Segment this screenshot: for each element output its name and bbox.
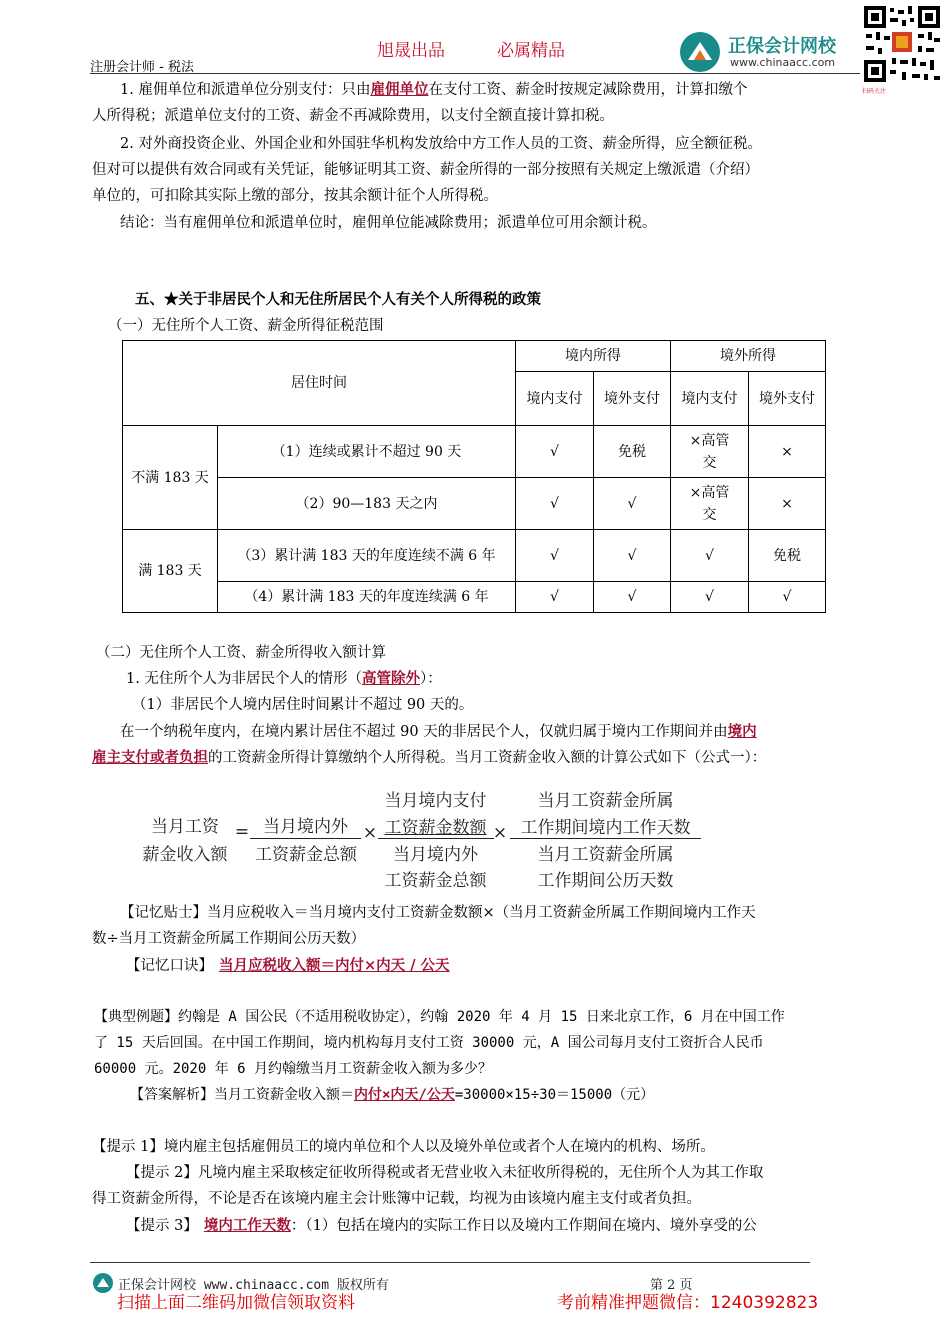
qr-caption: 扫码关注: [862, 88, 887, 95]
hint-1: 【提示 1】境内雇主包括雇佣员工的境内单位和个人以及境外单位或者个人在境内的机构、场所。: [92, 1139, 715, 1155]
case1-item1: （1）非居民个人境内居住时间累计不超过 90 天的。: [132, 697, 474, 713]
group-183-plus: 满 183 天: [123, 530, 218, 613]
intro-p1-line1: 1. 雇佣单位和派遣单位分别支付：只由雇佣单位在支付工资、薪金时按规定减除费用，计算扣缴个: [120, 81, 748, 98]
keyword-answer-formula: 内付×内天/公天: [354, 1087, 455, 1103]
hint-2-line2: 得工资薪金所得，不论是否在该境内雇主会计账簿中记载，均视为由该境内雇主支付或者负担。: [92, 1191, 701, 1207]
table-row: [123, 582, 826, 613]
case1-title: 1. 无住所个人为非居民个人的情形（高管除外）：: [126, 670, 442, 687]
row-label: （3）累计满 183 天的年度连续不满 6 年: [218, 530, 516, 582]
memory-tip-line1: 【记忆贴士】当月应税收入＝当月境内支付工资薪金数额×（当月工资薪金所属工作期间境内工作天: [120, 905, 756, 921]
intro-conclusion: 结论：当有雇佣单位和派遣单位时，雇佣单位能减除费用；派遣单位可用余额计税。: [120, 215, 657, 231]
fraction-line: [510, 838, 701, 839]
formula-lhs-2: 薪金收入额: [142, 845, 228, 865]
cell: ×高管交: [671, 478, 749, 530]
cell: √: [749, 582, 826, 613]
tax-scope-table: [122, 340, 826, 613]
formula-times-2: ×: [492, 823, 508, 843]
logo-name: 正保会计网校: [728, 36, 836, 57]
formula-lhs-1: 当月工资: [151, 817, 219, 837]
keyword-exclude-executives: 高管除外: [361, 670, 420, 687]
header-residence-time: 居住时间: [123, 341, 516, 426]
formula-f2-den-1: 当月境内外: [393, 845, 478, 865]
memory-tip-line2: 数÷当月工资薪金所属工作期间公历天数）: [92, 931, 366, 947]
slogan-right: 必属精品: [497, 41, 565, 61]
formula-f3-num-2: 工作期间境内工作天数: [520, 818, 691, 838]
cell: √: [594, 582, 671, 613]
logo: [678, 30, 858, 74]
formula-f3-den-1: 当月工资薪金所属: [537, 845, 674, 865]
cell: ×: [749, 426, 826, 478]
header-foreign-paid-2: 境外支付: [749, 372, 826, 426]
keyword-domestic-workdays: 境内工作天数: [203, 1217, 291, 1234]
row-label: （4）累计满 183 天的年度连续满 6 年: [218, 582, 516, 613]
doc-subject: 注册会计师 - 税法: [90, 60, 194, 75]
row-label: （1）连续或累计不超过 90 天: [218, 426, 516, 478]
table-row: [123, 478, 826, 530]
example-line2: 了 15 天后回国。在中国工作期间，境内机构每月支付工资 30000 元，A 国公司每月支付工资折合人民币: [94, 1035, 764, 1051]
formula-f3-den-2: 工作期间公历天数: [537, 871, 674, 891]
footer-site: 正保会计网校 www.chinaacc.com 版权所有: [118, 1278, 389, 1293]
cell: √: [516, 478, 594, 530]
row-label: （2）90—183 天之内: [218, 478, 516, 530]
cell: ×: [749, 478, 826, 530]
logo-url: www.chinaacc.com: [730, 56, 836, 69]
example-answer: 【答案解析】当月工资薪金收入额＝内付×内天/公天=30000×15÷30＝15000（元）: [130, 1087, 655, 1103]
footer-promo-left: 扫描上面二维码加微信领取资料: [117, 1293, 355, 1313]
calc-body-line1: 在一个纳税年度内，在境内累计居住不超过 90 天的非居民个人，仅就归属于境内工作期间并由境内: [120, 723, 757, 740]
keyword-employer: 雇佣单位: [370, 81, 429, 98]
cell: 免税: [594, 426, 671, 478]
cell: ×高管交: [671, 426, 749, 478]
intro-p2-line3: 单位的，可扣除其实际上缴的部分，按其余额计征个人所得税。: [92, 188, 498, 204]
cell: √: [516, 426, 594, 478]
subsection-1-title: （一）无住所个人工资、薪金所得征税范围: [108, 318, 384, 334]
cell: √: [594, 478, 671, 530]
footer-rule: [90, 1262, 810, 1263]
footer-logo-icon: [92, 1272, 114, 1294]
cell: √: [594, 530, 671, 582]
calc-body-line2: 雇主支付或者负担的工资薪金所得计算缴纳个人所得税。当月工资薪金收入额的计算公式如下（公式一）：: [92, 749, 767, 766]
cell: √: [671, 582, 749, 613]
keyword-rhyme: 当月应税收入额＝内付×内天 / 公天: [219, 957, 450, 974]
formula-f2-num-2: 工资薪金数额: [384, 818, 487, 838]
qr-code[interactable]: [862, 4, 942, 84]
keyword-employer-pays: 雇主支付或者负担: [92, 749, 208, 766]
slogan-left: 旭晟出品: [377, 41, 445, 61]
formula-f1-num: 当月境内外: [263, 817, 348, 837]
subsection-2-title: （二）无住所个人工资、薪金所得收入额计算: [96, 645, 386, 661]
formula-f1-den: 工资薪金总额: [255, 845, 357, 865]
header-rule: [90, 73, 860, 74]
table-row: [123, 426, 826, 478]
example-line3: 60000 元。2020 年 6 月约翰缴当月工资薪金收入额为多少？: [94, 1061, 493, 1077]
cell: √: [516, 582, 594, 613]
header-domestic-paid-1: 境内支付: [516, 372, 594, 426]
formula-f2-den-2: 工资薪金总额: [384, 871, 487, 891]
hint-3: 【提示 3】 境内工作天数：（1）包括在境内的实际工作日以及境内工作期间在境内、境外享受的公: [126, 1217, 757, 1234]
footer-promo-right: 考前精准押题微信：1240392823: [557, 1293, 819, 1313]
cell: √: [516, 530, 594, 582]
formula-f2-num-1: 当月境内支付: [384, 791, 487, 811]
cell: √: [671, 530, 749, 582]
footer-page-number: 第 2 页: [650, 1278, 693, 1293]
formula-f3-num-1: 当月工资薪金所属: [537, 791, 674, 811]
group-under-183: 不满 183 天: [123, 426, 218, 530]
intro-p2-line2: 但对可以提供有效合同或有关凭证，能够证明其工资、薪金所得的一部分按照有关规定上缴派遣（介绍）: [92, 162, 759, 178]
fraction-line: [250, 838, 361, 839]
fraction-line: [378, 838, 494, 839]
hint-2-line1: 【提示 2】凡境内雇主采取核定征收所得税或者无营业收入未征收所得税的，无住所个人为其工作取: [126, 1165, 764, 1181]
example-line1: 【典型例题】约翰是 A 国公民（不适用税收协定），约翰 2020 年 4 月 15 日来北京工作，6 月在中国工作: [94, 1009, 785, 1025]
formula-equals: =: [234, 822, 250, 842]
keyword-domestic: 境内: [727, 723, 757, 740]
intro-p1-line2: 人所得税；派遣单位支付的工资、薪金不再减除费用，以支付全额直接计算扣税。: [92, 108, 614, 124]
header-domestic-income: 境内所得: [516, 341, 671, 372]
header-domestic-paid-2: 境内支付: [671, 372, 749, 426]
memory-rhyme: 【记忆口诀】 当月应税收入额＝内付×内天 / 公天: [126, 957, 450, 974]
header-foreign-paid-1: 境外支付: [594, 372, 671, 426]
section-title: 五、★关于非居民个人和无住所居民个人有关个人所得税的政策: [135, 291, 541, 308]
logo-icon: [678, 30, 722, 74]
table-row: [123, 530, 826, 582]
formula-times-1: ×: [362, 823, 378, 843]
intro-p2-line1: 2. 对外商投资企业、外国企业和外国驻华机构发放给中方工作人员的工资、薪金所得，应全额征税。: [120, 136, 762, 152]
header-foreign-income: 境外所得: [671, 341, 826, 372]
cell: 免税: [749, 530, 826, 582]
